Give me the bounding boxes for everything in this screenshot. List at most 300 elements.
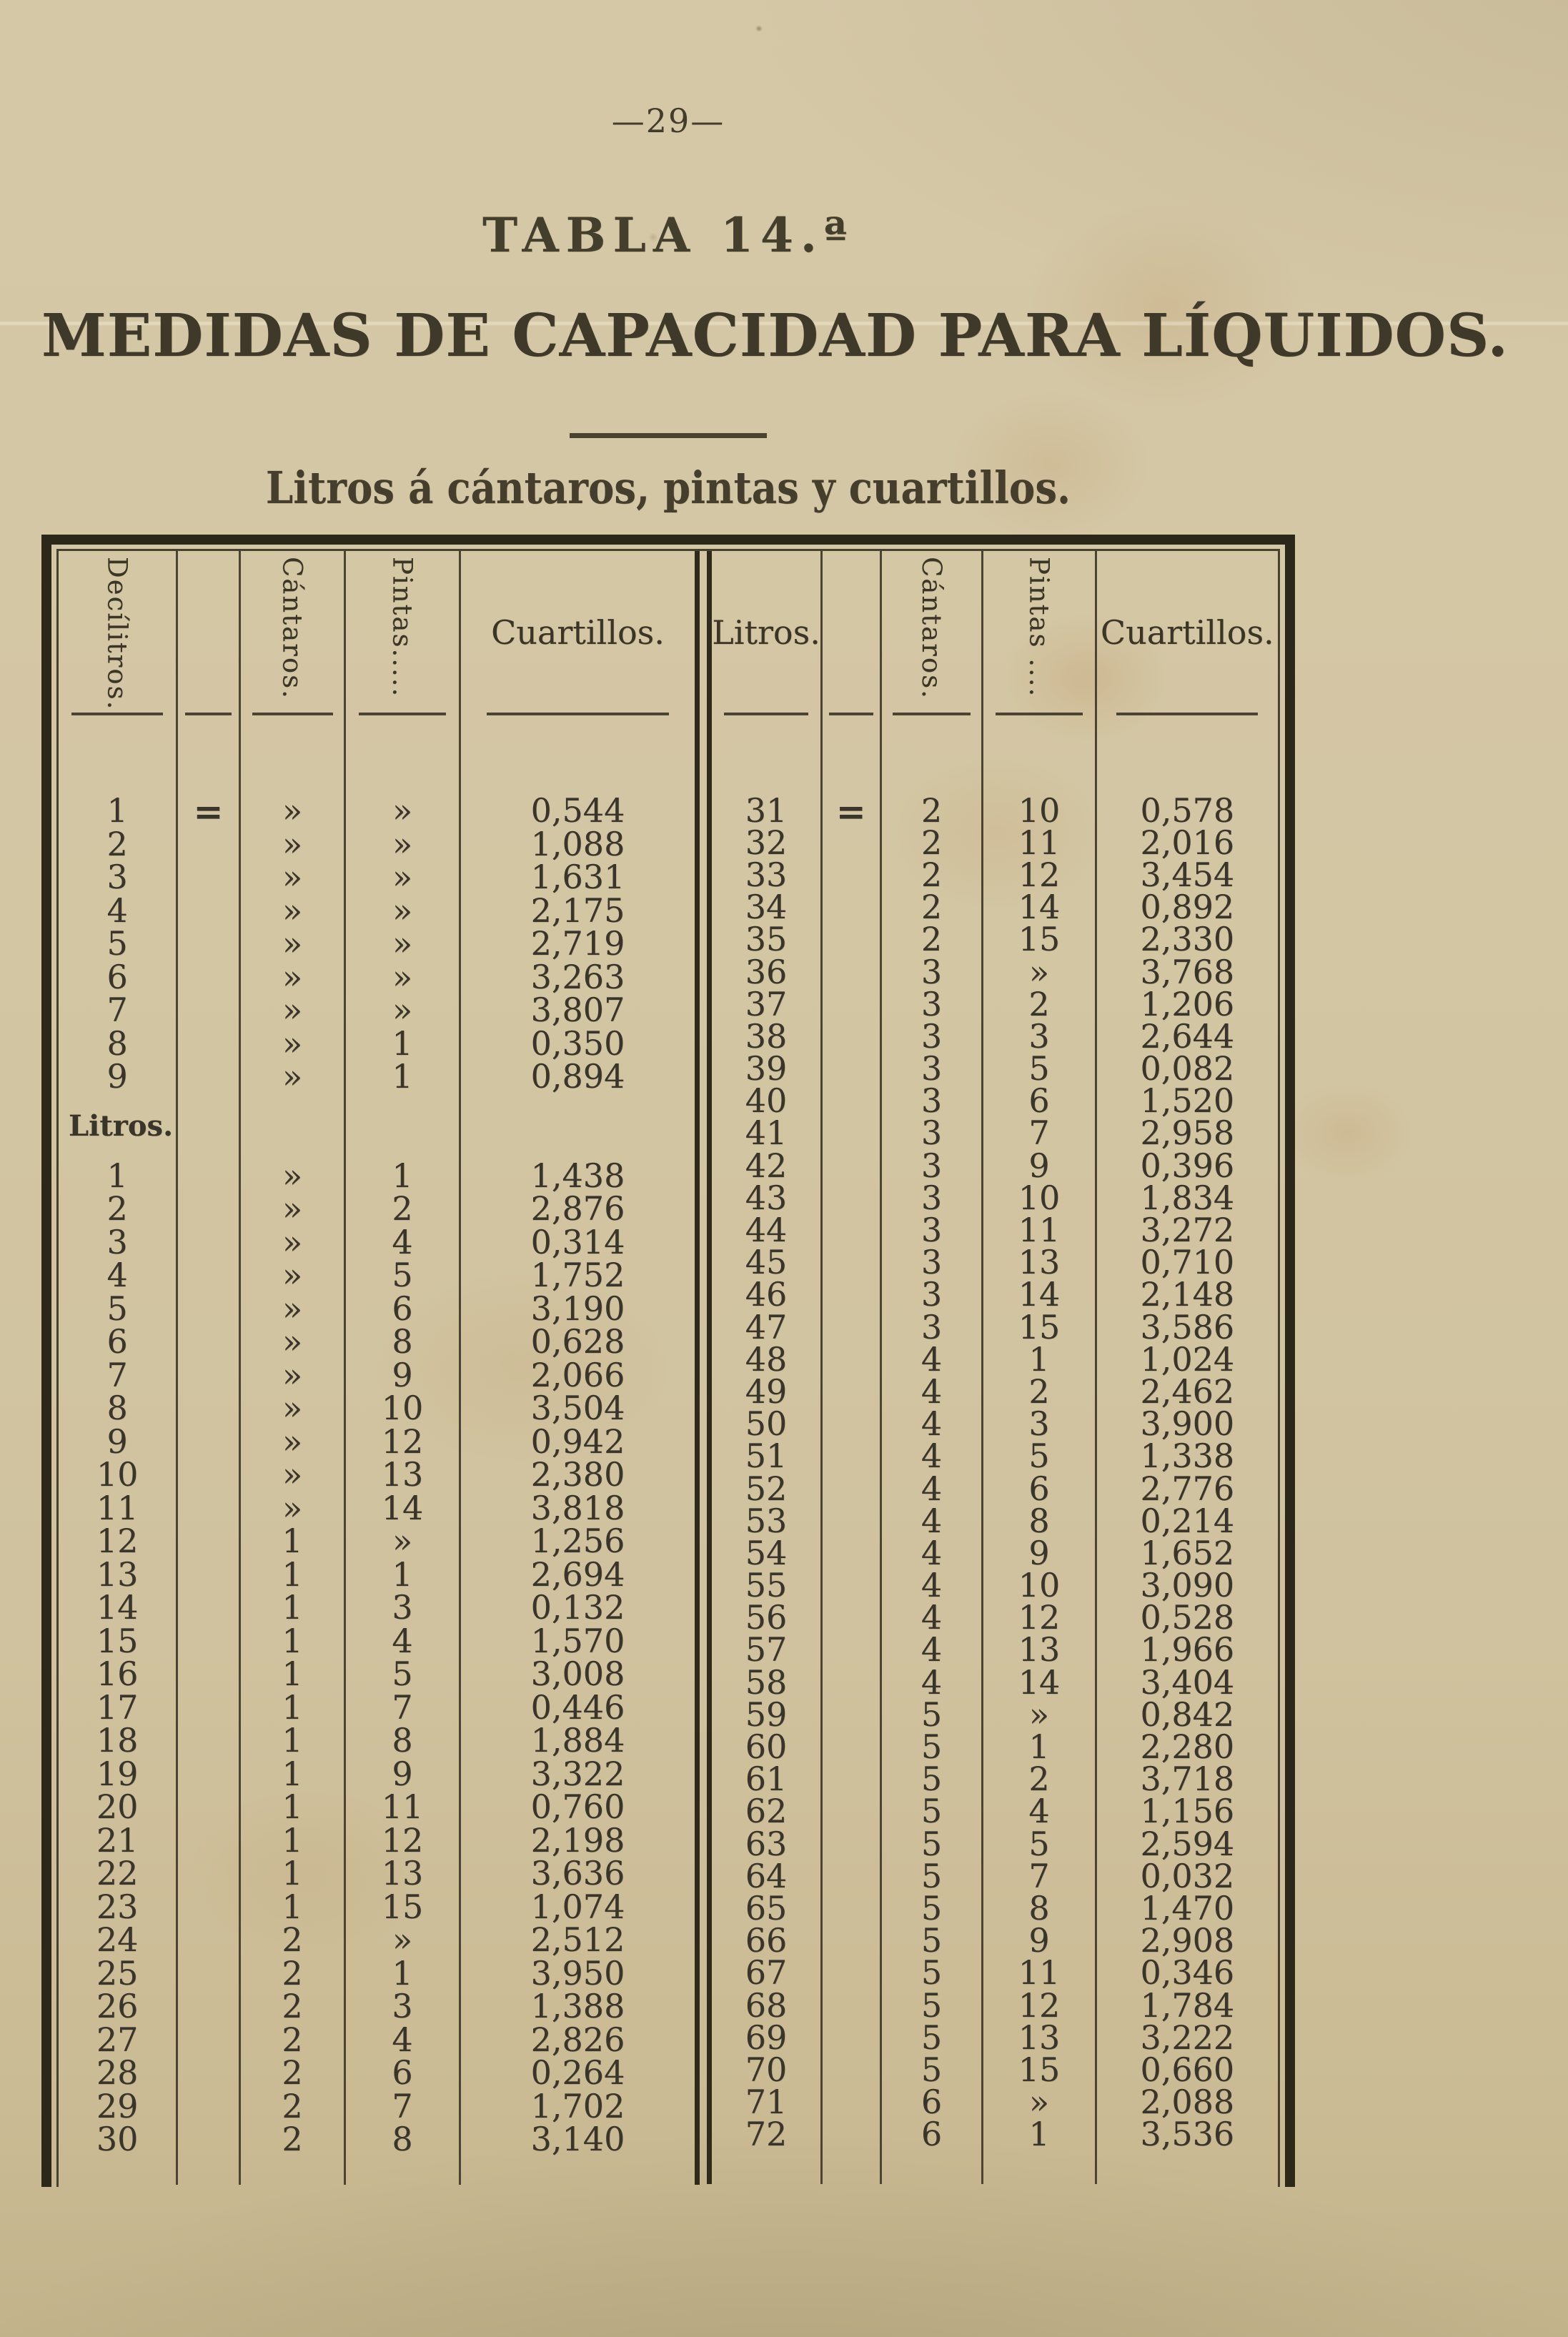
table-row xyxy=(59,957,695,996)
pintas-cell: 5 xyxy=(346,1259,460,1292)
pintas-cell: 5 xyxy=(983,1827,1096,1860)
cantaros-cell: 3 xyxy=(882,1020,983,1052)
row-number-cell: 61 xyxy=(712,1763,822,1795)
table-row xyxy=(712,2083,1278,2122)
row-number-cell: 41 xyxy=(712,1117,822,1149)
cantaros-cell: 4 xyxy=(882,1569,983,1602)
row-number-cell: 45 xyxy=(712,1246,822,1279)
pintas-cell: 11 xyxy=(983,826,1096,858)
cantaros-cell: » xyxy=(241,860,347,894)
row-number-cell: 3 xyxy=(59,1226,178,1259)
row-number-cell: 1 xyxy=(59,1159,178,1193)
row-number-cell: 23 xyxy=(59,1890,178,1924)
equals-cell xyxy=(178,1757,240,1791)
cantaros-cell: 2 xyxy=(882,826,983,858)
cantaros-cell: 4 xyxy=(882,1666,983,1698)
pintas-cell: » xyxy=(983,2086,1096,2118)
equals-cell xyxy=(178,1359,240,1392)
cantaros-cell: » xyxy=(241,894,347,928)
table-row xyxy=(712,1630,1278,1669)
table-cell xyxy=(461,2156,695,2185)
cantaros-cell: 1 xyxy=(241,1591,347,1624)
table-row xyxy=(712,1146,1278,1185)
cuartillos-cell: 3,404 xyxy=(1140,1662,1235,1702)
table-cell xyxy=(983,2150,1096,2184)
cantaros-cell: 6 xyxy=(882,2118,983,2150)
equals-cell xyxy=(823,2118,882,2150)
pintas-cell: 1 xyxy=(983,1730,1096,1762)
cantaros-cell: » xyxy=(241,1159,347,1193)
pintas-cell: 9 xyxy=(983,1537,1096,1569)
equals-cell xyxy=(823,1957,882,1989)
equals-cell xyxy=(823,2086,882,2118)
pintas-cell: 3 xyxy=(346,1591,460,1624)
table-row xyxy=(712,920,1278,959)
cuartillos-cell: 1,388 xyxy=(530,1987,625,2026)
row-number-cell: 15 xyxy=(59,1624,178,1658)
equals-cell xyxy=(823,1569,882,1602)
row-number-cell: 53 xyxy=(712,1504,822,1537)
equals-cell xyxy=(178,1824,240,1857)
cantaros-cell: » xyxy=(241,1425,347,1459)
equals-cell xyxy=(823,1343,882,1375)
table-row xyxy=(59,790,695,833)
cuartillos-cell: 0,544 xyxy=(530,791,625,830)
table-row xyxy=(712,888,1278,927)
pintas-cell: 1 xyxy=(346,1159,460,1193)
pintas-cell: 7 xyxy=(346,1691,460,1725)
equals-cell xyxy=(823,1117,882,1149)
column-header-pintas-left xyxy=(346,551,460,714)
pintas-cell: 14 xyxy=(983,891,1096,923)
column-header-cantaros-right xyxy=(882,551,983,714)
cuartillos-cell: 1,631 xyxy=(530,858,625,897)
pintas-cell: 2 xyxy=(983,1763,1096,1795)
cuartillos-cell: 0,214 xyxy=(1140,1501,1235,1540)
cuartillos-cell: 0,350 xyxy=(530,1023,625,1063)
pintas-cell: 9 xyxy=(346,1757,460,1791)
table-row xyxy=(59,1787,695,1827)
equals-cell xyxy=(823,1279,882,1311)
table-row xyxy=(59,2120,695,2159)
cantaros-cell: 5 xyxy=(882,2021,983,2053)
equals-cell xyxy=(823,826,882,858)
table-inner-frame xyxy=(56,549,1280,2187)
table-row xyxy=(59,1621,695,1660)
table-row xyxy=(712,1598,1278,1637)
row-number-cell: 58 xyxy=(712,1666,822,1698)
equals-cell xyxy=(178,828,240,861)
equals-cell xyxy=(823,1602,882,1634)
table-row xyxy=(712,1404,1278,1444)
equals-cell xyxy=(823,1860,882,1892)
cantaros-cell: » xyxy=(241,1292,347,1326)
cantaros-cell: 1 xyxy=(241,1857,347,1890)
pintas-cell: » xyxy=(346,993,460,1027)
row-number-cell: 51 xyxy=(712,1440,822,1472)
cuartillos-cell: 3,222 xyxy=(1140,2018,1235,2057)
cuartillos-cell: 1,074 xyxy=(530,1887,625,1926)
row-number-cell: 33 xyxy=(712,858,822,890)
decilitros-rows-group xyxy=(59,790,695,1096)
table-row xyxy=(59,858,695,897)
row-number-cell: 8 xyxy=(59,1027,178,1061)
cantaros-cell: 5 xyxy=(882,1892,983,1924)
cuartillos-cell: 2,198 xyxy=(530,1820,625,1860)
table-row xyxy=(712,1081,1278,1121)
cantaros-cell: 2 xyxy=(882,794,983,826)
table-row xyxy=(712,1307,1278,1346)
cuartillos-cell: 2,876 xyxy=(530,1189,625,1229)
pintas-cell: 1 xyxy=(983,2118,1096,2150)
row-number-cell: 16 xyxy=(59,1657,178,1691)
cantaros-cell: 2 xyxy=(241,1957,347,1990)
cantaros-cell: 4 xyxy=(882,1343,983,1375)
cuartillos-cell: 2,280 xyxy=(1140,1727,1235,1767)
page-title: MEDIDAS DE CAPACIDAD PARA LÍQUIDOS. xyxy=(41,302,1509,370)
litros-rows-group xyxy=(59,1156,695,2159)
pintas-cell: » xyxy=(346,828,460,861)
table-row xyxy=(712,855,1278,894)
equals-cell xyxy=(823,988,882,1020)
equals-cell xyxy=(178,1259,240,1292)
equals-cell xyxy=(823,1698,882,1730)
cantaros-cell: 4 xyxy=(882,1375,983,1407)
row-number-cell: 3 xyxy=(59,860,178,894)
table-cell xyxy=(346,1093,460,1159)
table-row xyxy=(712,2018,1278,2057)
table-row xyxy=(59,2053,695,2093)
pintas-cell: 13 xyxy=(346,1458,460,1492)
cantaros-cell: 3 xyxy=(882,1053,983,1085)
table-row xyxy=(712,1113,1278,1153)
pintas-cell: 1 xyxy=(346,1060,460,1093)
pintas-cell: 8 xyxy=(346,2123,460,2156)
pintas-cell: 11 xyxy=(983,1214,1096,1246)
equals-cell xyxy=(178,1325,240,1359)
table-body-right xyxy=(712,714,1278,2184)
pintas-cell: 14 xyxy=(983,1666,1096,1698)
table-row xyxy=(712,823,1278,862)
column-header-equals-left xyxy=(178,551,240,714)
equals-cell: = xyxy=(178,794,240,828)
pintas-cell: 6 xyxy=(983,1472,1096,1504)
table-row xyxy=(712,1792,1278,1831)
table-row xyxy=(712,1437,1278,1476)
pintas-cell: 9 xyxy=(983,1925,1096,1957)
cuartillos-cell: 1,884 xyxy=(530,1721,625,1760)
cantaros-cell: 2 xyxy=(882,923,983,956)
cantaros-cell: » xyxy=(241,1458,347,1492)
table-cell xyxy=(983,714,1096,794)
table-cell xyxy=(712,714,822,794)
table-row xyxy=(59,1156,695,1195)
equals-cell xyxy=(823,1375,882,1407)
pintas-cell: 13 xyxy=(983,1246,1096,1279)
cuartillos-cell: 2,016 xyxy=(1140,823,1235,862)
cantaros-cell: 4 xyxy=(882,1537,983,1569)
cuartillos-cell: 1,206 xyxy=(1140,984,1235,1023)
table-row xyxy=(59,1023,695,1063)
pintas-cell: 12 xyxy=(983,1602,1096,1634)
row-number-cell: 42 xyxy=(712,1149,822,1181)
pintas-cell: 10 xyxy=(983,1181,1096,1214)
cuartillos-cell: 2,512 xyxy=(530,1920,625,1960)
row-number-cell: 20 xyxy=(59,1790,178,1824)
table-row xyxy=(59,991,695,1030)
equals-cell xyxy=(823,1666,882,1698)
pintas-cell: 2 xyxy=(983,1375,1096,1407)
row-number-cell: 31 xyxy=(712,794,822,826)
table-cell xyxy=(178,1093,240,1159)
cuartillos-cell: 0,132 xyxy=(530,1588,625,1627)
table-cell xyxy=(241,2156,347,2185)
pintas-cell: 4 xyxy=(983,1795,1096,1827)
table-row xyxy=(712,1371,1278,1411)
cuartillos-cell: 0,892 xyxy=(1140,888,1235,927)
equals-cell xyxy=(178,2056,240,2090)
table-row xyxy=(59,1887,695,1926)
pintas-cell: » xyxy=(346,927,460,961)
column-header-cuartillos-left-label: Cuartillos. xyxy=(491,613,665,652)
column-header-cuartillos-right xyxy=(1097,551,1278,714)
table-row xyxy=(712,1211,1278,1250)
row-number-cell: 1 xyxy=(59,794,178,828)
pintas-cell: 1 xyxy=(346,1558,460,1592)
equals-cell xyxy=(178,1060,240,1093)
row-number-cell: 44 xyxy=(712,1214,822,1246)
cuartillos-cell: 1,156 xyxy=(1140,1792,1235,1831)
row-number-cell: 28 xyxy=(59,2056,178,2090)
row-number-cell: 43 xyxy=(712,1181,822,1214)
equals-cell xyxy=(178,1159,240,1193)
pintas-cell: » xyxy=(983,1698,1096,1730)
table-row xyxy=(712,2115,1278,2154)
row-number-cell: 39 xyxy=(712,1053,822,1085)
table-row xyxy=(59,824,695,863)
pintas-cell: 1 xyxy=(346,1957,460,1990)
pintas-cell: 14 xyxy=(983,1279,1096,1311)
table-row xyxy=(59,1189,695,1229)
table-row xyxy=(712,1533,1278,1572)
cuartillos-cell: 0,346 xyxy=(1140,1953,1235,1993)
cantaros-cell: 4 xyxy=(882,1472,983,1504)
pintas-cell: 4 xyxy=(346,2023,460,2057)
row-number-cell: 17 xyxy=(59,1691,178,1725)
cuartillos-cell: 3,454 xyxy=(1140,855,1235,894)
table-spacer-row xyxy=(712,2150,1278,2184)
row-number-cell: 48 xyxy=(712,1343,822,1375)
table-row xyxy=(59,1721,695,1760)
cuartillos-cell: 2,826 xyxy=(530,2020,625,2059)
cantaros-cell: 4 xyxy=(882,1504,983,1537)
pintas-cell: 15 xyxy=(346,1890,460,1924)
row-number-cell: 62 xyxy=(712,1795,822,1827)
pintas-cell: » xyxy=(346,860,460,894)
pintas-cell: 15 xyxy=(983,923,1096,956)
cuartillos-cell: 3,504 xyxy=(530,1389,625,1428)
equals-cell xyxy=(178,1624,240,1658)
page-subtitle: Litros á cántaros, pintas y cuartillos. xyxy=(265,462,1071,514)
table-row xyxy=(59,1554,695,1594)
pintas-cell: 4 xyxy=(346,1226,460,1259)
pintas-cell: 8 xyxy=(346,1325,460,1359)
equals-cell xyxy=(823,1892,882,1924)
equals-cell xyxy=(823,1925,882,1957)
equals-cell xyxy=(823,1989,882,2021)
equals-cell xyxy=(823,1827,882,1860)
cuartillos-cell: 2,088 xyxy=(1140,2083,1235,2122)
cantaros-cell: 6 xyxy=(882,2086,983,2118)
table-row xyxy=(59,1421,695,1461)
row-number-cell: 47 xyxy=(712,1311,822,1343)
equals-cell xyxy=(178,860,240,894)
cuartillos-cell: 2,908 xyxy=(1140,1921,1235,1960)
row-number-cell: 18 xyxy=(59,1724,178,1757)
table-row xyxy=(712,1921,1278,1960)
table-row xyxy=(712,1888,1278,1927)
cuartillos-cell: 2,380 xyxy=(530,1455,625,1494)
pintas-cell: 10 xyxy=(346,1391,460,1425)
pintas-cell: 2 xyxy=(983,988,1096,1020)
cantaros-cell: 2 xyxy=(241,2023,347,2057)
row-number-cell: 36 xyxy=(712,956,822,988)
equals-cell xyxy=(823,1246,882,1279)
cantaros-cell: » xyxy=(241,1325,347,1359)
table-spacer-row xyxy=(59,714,695,794)
cuartillos-cell: 2,462 xyxy=(1140,1371,1235,1411)
table-cell xyxy=(461,714,695,794)
pintas-cell: 8 xyxy=(983,1504,1096,1537)
table-row xyxy=(59,1687,695,1727)
cantaros-cell: 5 xyxy=(882,1989,983,2021)
row-number-cell: 35 xyxy=(712,923,822,956)
table-row xyxy=(59,2086,695,2125)
row-number-cell: 49 xyxy=(712,1375,822,1407)
cuartillos-cell: 2,958 xyxy=(1140,1113,1235,1153)
pintas-cell: 7 xyxy=(346,2090,460,2123)
row-number-cell: 2 xyxy=(59,828,178,861)
table-row xyxy=(59,924,695,963)
table-row xyxy=(712,790,1278,833)
table-row xyxy=(59,1588,695,1627)
cantaros-cell: 2 xyxy=(241,1990,347,2023)
table-row xyxy=(59,1057,695,1096)
row-number-cell: 57 xyxy=(712,1634,822,1666)
cantaros-cell: 5 xyxy=(882,1730,983,1762)
table-row xyxy=(712,1760,1278,1799)
equals-cell xyxy=(178,1425,240,1459)
cuartillos-cell: 3,008 xyxy=(530,1654,625,1694)
cantaros-cell: 4 xyxy=(882,1408,983,1440)
cantaros-cell: 4 xyxy=(882,1602,983,1634)
equals-cell xyxy=(178,1391,240,1425)
cuartillos-cell: 3,950 xyxy=(530,1953,625,1993)
table-row xyxy=(59,1654,695,1694)
cantaros-cell: 1 xyxy=(241,1657,347,1691)
table-row xyxy=(59,1820,695,1860)
cuartillos-cell: 3,636 xyxy=(530,1854,625,1893)
pintas-cell: 3 xyxy=(983,1408,1096,1440)
equals-cell xyxy=(823,1214,882,1246)
table-row xyxy=(712,952,1278,991)
table-row xyxy=(712,1501,1278,1540)
table-row xyxy=(712,1662,1278,1702)
row-number-cell: 63 xyxy=(712,1827,822,1860)
cantaros-cell: 2 xyxy=(241,2090,347,2123)
row-number-cell: 67 xyxy=(712,1957,822,1989)
cantaros-cell: 4 xyxy=(882,1634,983,1666)
cuartillos-cell: 0,660 xyxy=(1140,2050,1235,2089)
cantaros-cell: » xyxy=(241,1192,347,1226)
cantaros-cell: 5 xyxy=(882,1795,983,1827)
equals-cell xyxy=(178,2090,240,2123)
column-header-cuartillos-left xyxy=(461,551,695,714)
equals-cell xyxy=(823,2053,882,2085)
row-number-cell: 30 xyxy=(59,2123,178,2156)
cantaros-cell: 1 xyxy=(241,1724,347,1757)
table-cell xyxy=(178,714,240,794)
pintas-cell: 13 xyxy=(983,1634,1096,1666)
cantaros-cell: 5 xyxy=(882,1698,983,1730)
pintas-cell: 2 xyxy=(346,1192,460,1226)
table-row xyxy=(712,1695,1278,1734)
cantaros-cell: » xyxy=(241,828,347,861)
cantaros-cell: 1 xyxy=(241,1790,347,1824)
row-number-cell: 70 xyxy=(712,2053,822,2085)
cuartillos-cell: 0,032 xyxy=(1140,1856,1235,1895)
row-number-cell: 40 xyxy=(712,1085,822,1117)
pintas-cell: » xyxy=(983,956,1096,988)
table-row xyxy=(712,1727,1278,1767)
row-number-cell: 22 xyxy=(59,1857,178,1890)
table-row xyxy=(712,1243,1278,1282)
equals-cell: = xyxy=(823,794,882,826)
table-row xyxy=(59,1222,695,1261)
equals-cell xyxy=(178,894,240,928)
cantaros-cell: 1 xyxy=(241,1824,347,1857)
pintas-cell: 10 xyxy=(983,1569,1096,1602)
cantaros-cell: » xyxy=(241,1259,347,1292)
cantaros-cell: 3 xyxy=(882,1085,983,1117)
equals-cell xyxy=(178,1192,240,1226)
equals-cell xyxy=(823,1149,882,1181)
pintas-cell: 3 xyxy=(983,1020,1096,1052)
row-number-cell: 56 xyxy=(712,1602,822,1634)
equals-cell xyxy=(823,1504,882,1537)
table-row xyxy=(59,1920,695,1960)
row-number-cell: 64 xyxy=(712,1860,822,1892)
equals-cell xyxy=(178,1591,240,1624)
litros-section-label: Litros. xyxy=(59,1093,178,1159)
pintas-cell: 8 xyxy=(983,1892,1096,1924)
row-number-cell: 32 xyxy=(712,826,822,858)
table-cell xyxy=(882,2150,983,2184)
cuartillos-cell: 0,264 xyxy=(530,2053,625,2093)
row-number-cell: 8 xyxy=(59,1391,178,1425)
cantaros-cell: 5 xyxy=(882,1763,983,1795)
cuartillos-cell: 1,570 xyxy=(530,1621,625,1660)
table-row xyxy=(712,1469,1278,1508)
cuartillos-cell: 1,784 xyxy=(1140,1985,1235,2025)
cuartillos-cell: 0,894 xyxy=(530,1057,625,1096)
equals-cell xyxy=(823,1408,882,1440)
cuartillos-cell: 0,578 xyxy=(1140,790,1235,830)
equals-cell xyxy=(823,1085,882,1117)
row-number-cell: 26 xyxy=(59,1990,178,2023)
row-number-cell: 52 xyxy=(712,1472,822,1504)
table-cell xyxy=(1097,714,1278,794)
